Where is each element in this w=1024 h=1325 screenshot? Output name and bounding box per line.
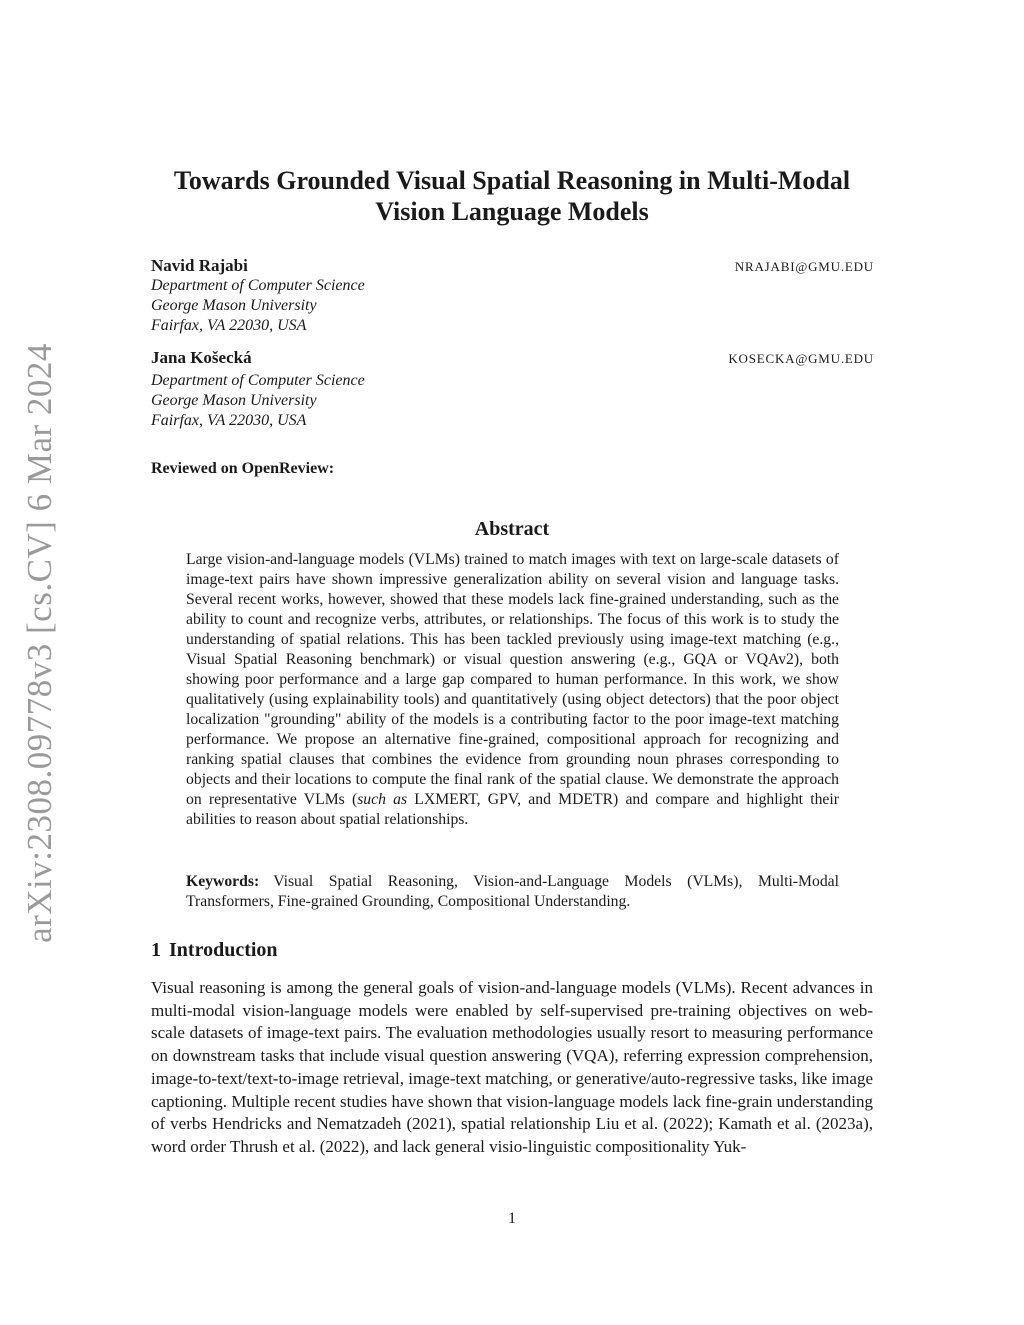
reviewed-on-openreview: Reviewed on OpenReview: (151, 460, 335, 477)
author-1-email[interactable]: NRAJABI@GMU.EDU (734, 259, 874, 274)
author-2-email[interactable]: KOSECKA@GMU.EDU (728, 351, 874, 366)
author-1-affiliation (151, 276, 365, 336)
section-heading (151, 939, 278, 962)
abstract-text-main: Large vision-and-language models (VLMs) trained to match images with text on large-scale datasets of image-text pairs have shown impressive generalization ability on several vision and language tasks. Several recent works, however, showed that these models lack fine-grained understanding, such as the ability to count and recognize verbs, attributes, or relationships. The focus of this work is to study the understanding of spatial relations. This has been tackled previously using image-text matching (e.g., Visual Spatial Reasoning benchmark) or visual question answering (e.g., GQA or VQAv2), both showing poor performance and a large gap compared to human performance. In this work, we show qualitatively (using explainability tools) and quantitatively (using object detectors) that the poor object localization "grounding" ability of the models is a contributing factor to the poor image-text matching performance. We propose an alternative fine-grained, compositional approach for recognizing and ranking spatial clauses that combines the evidence from grounding noun phrases corresponding to objects and their locations to compute the final rank of the spatial clause. We demonstrate the approach on representative VLMs ( (186, 551, 839, 808)
section-number: 1 (151, 939, 161, 961)
author-2-name: Jana Košecká (151, 348, 252, 367)
abstract-text-italic: such as (357, 791, 408, 808)
keywords-label: Keywords: (186, 873, 260, 890)
paper-title (150, 165, 874, 227)
page-number: 1 (508, 1210, 516, 1227)
author-2-affiliation (151, 371, 365, 431)
title-line-1: Towards Grounded Visual Spatial Reasoning in Multi-Modal (173, 166, 851, 195)
author-2-university: George Mason University (151, 392, 317, 409)
author-1-location: Fairfax, VA 22030, USA (151, 317, 307, 334)
author-2-department: Department of Computer Science (151, 372, 365, 389)
title-line-2: Vision Language Models (375, 197, 649, 226)
keywords (186, 872, 839, 912)
abstract-text-end: LXMERT, GPV, and MDETR) and compare and highlight their abilities to reason about spatial relationships. (186, 791, 839, 828)
arxiv-identifier: arXiv:2308.09778v3 [cs.CV] 6 Mar 2024 (20, 343, 59, 943)
introduction-text: Visual reasoning is among the general goals of vision-and-language models (VLMs). Recent advances in multi-modal vision-language models were enabled by self-supervised pre-training objectives on web-scale datasets of image-text pairs. The evaluation methodologies usually resort to measuring performance on downstream tasks that include visual question answering (VQA), referring expression comprehension, image-to-text/text-to-image retrieval, image-text matching, or generative/auto-regressive tasks, like image captioning. Multiple recent studies have shown that vision-language models lack fine-grain understanding of verbs Hendricks and Nematzadeh (2021), spatial relationship Liu et al. (2022); Kamath et al. (2023a), word order Thrush et al. (2022), and lack general visio-linguistic compositionality Yuk- (151, 978, 873, 1156)
author-2-location: Fairfax, VA 22030, USA (151, 412, 307, 429)
keywords-text: Visual Spatial Reasoning, Vision-and-Language Models (VLMs), Multi-Modal Transformers, Fine-grained Grounding, Compositional Understanding. (186, 873, 839, 910)
abstract-heading: Abstract (474, 518, 550, 540)
author-1-name: Navid Rajabi (151, 256, 248, 275)
abstract-text (186, 550, 839, 830)
section-title: Introduction (169, 939, 278, 961)
author-1-department: Department of Computer Science (151, 277, 365, 294)
author-1-university: George Mason University (151, 297, 317, 314)
